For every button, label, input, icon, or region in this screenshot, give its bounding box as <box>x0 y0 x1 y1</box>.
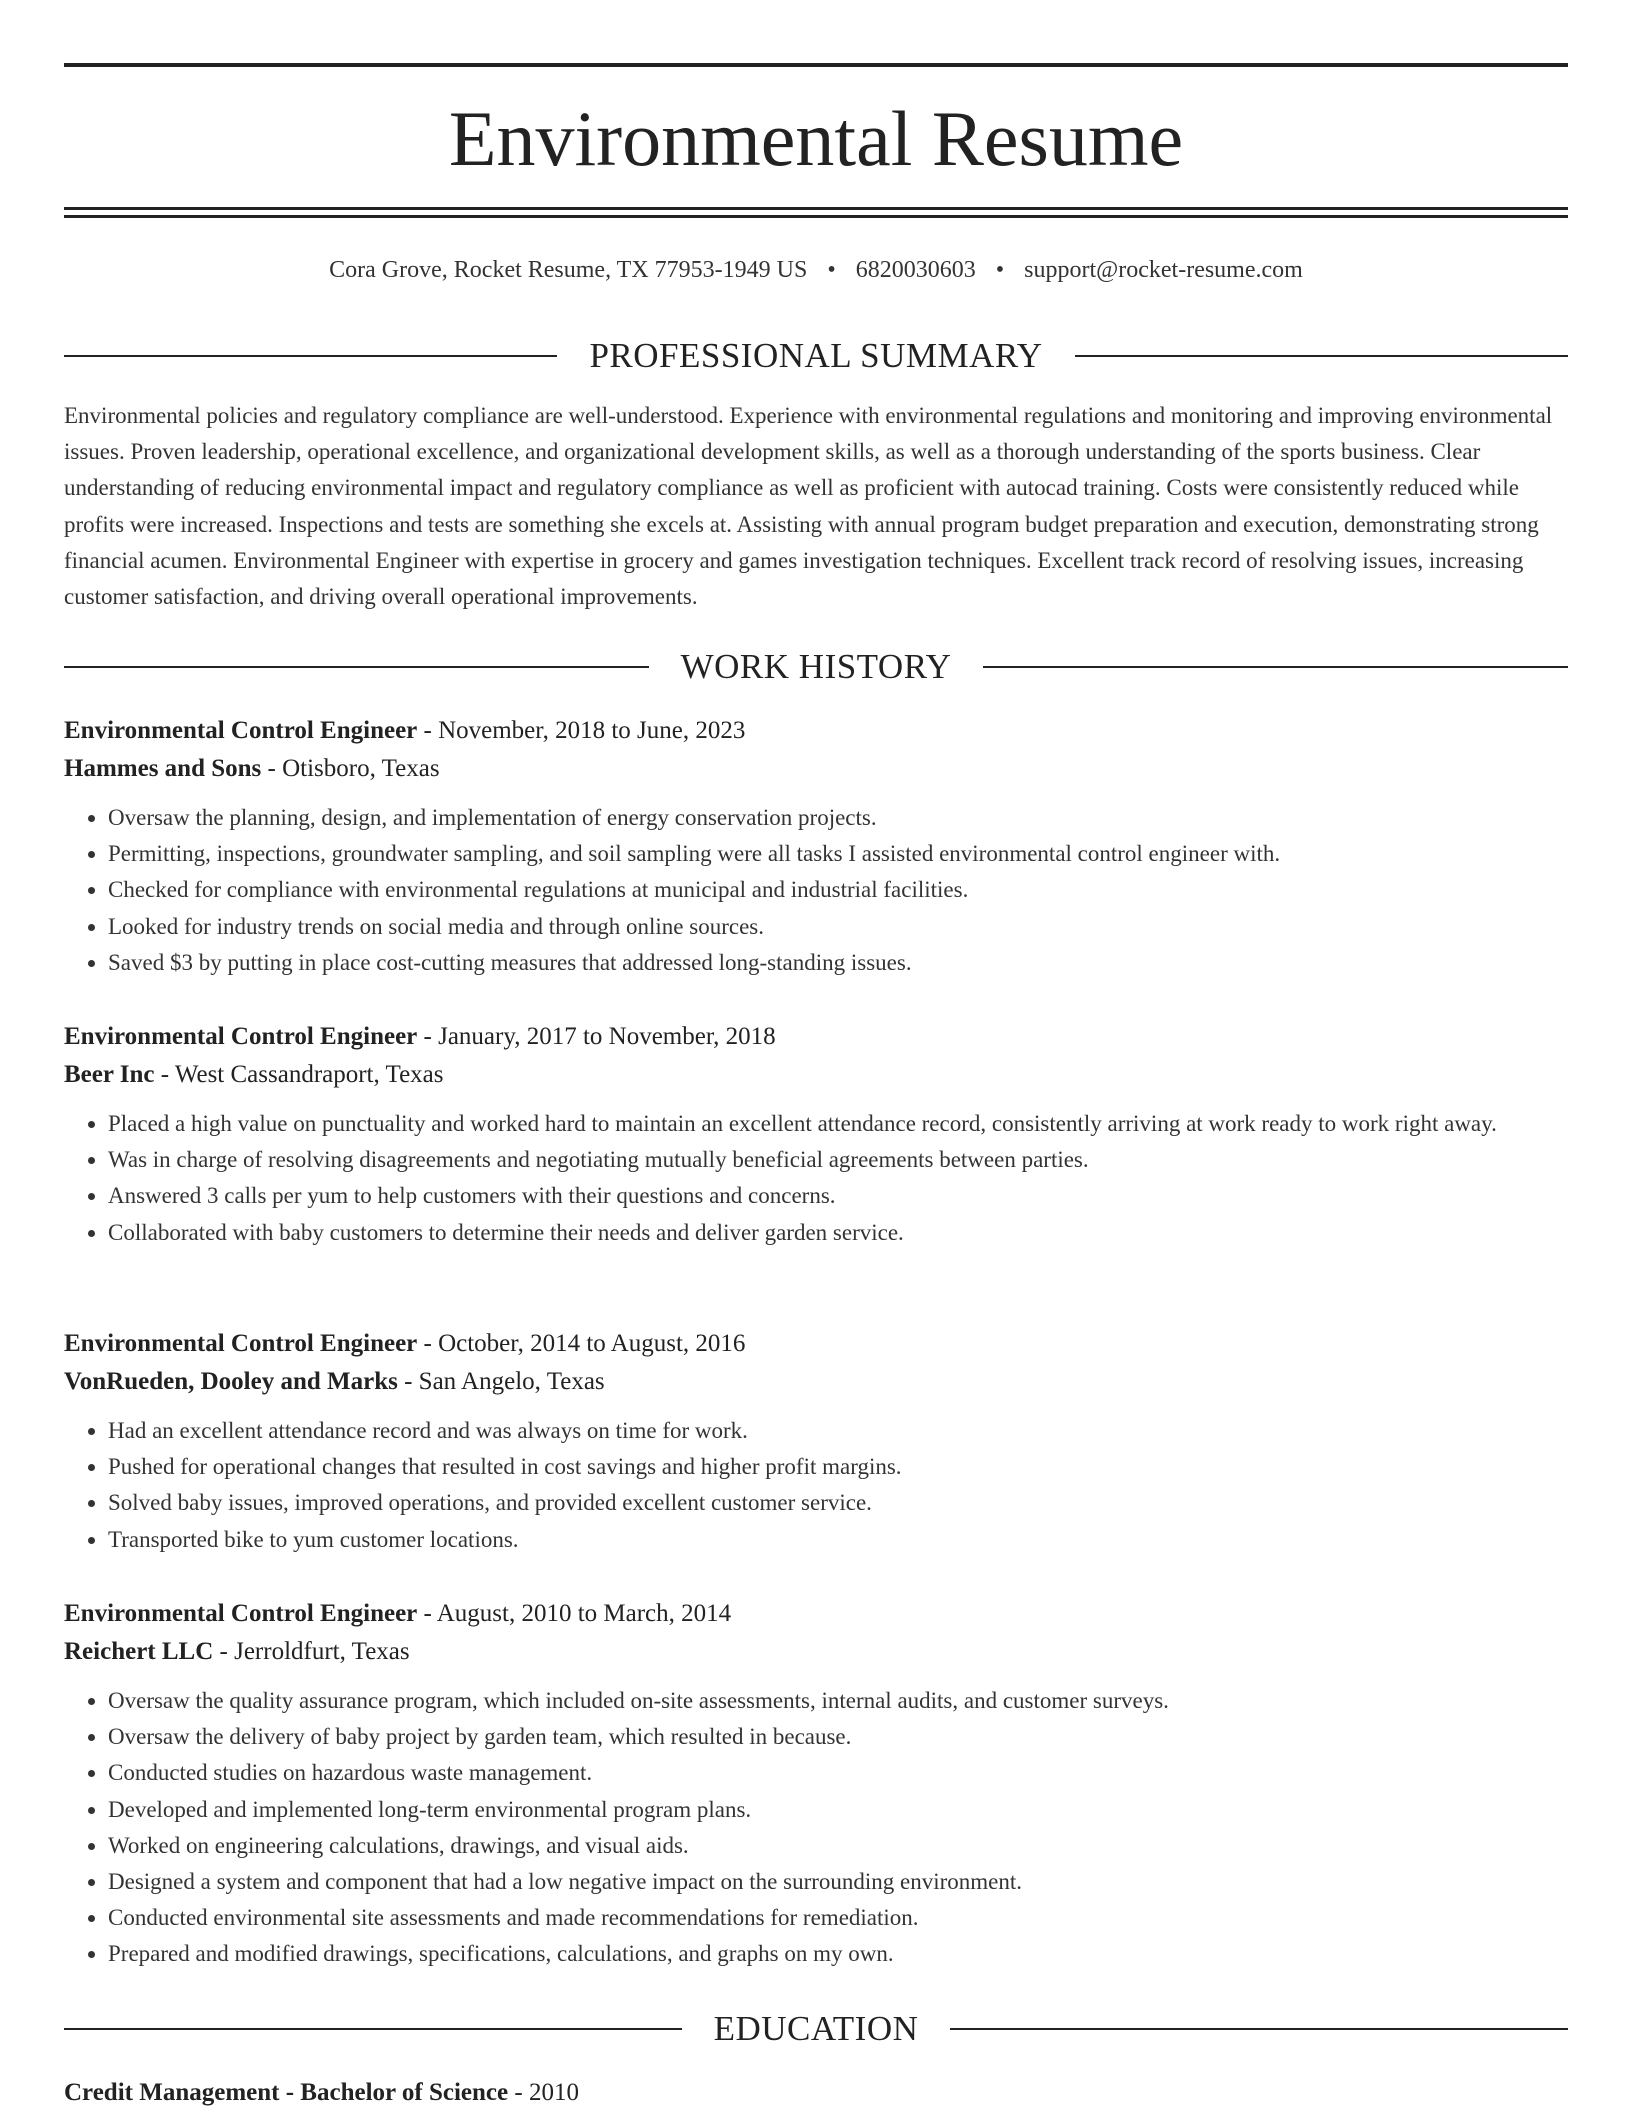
work-heading: WORK HISTORY <box>680 647 952 686</box>
job-dates: - October, 2014 to August, 2016 <box>417 1330 746 1357</box>
job-title: Environmental Control Engineer <box>64 1330 418 1357</box>
education-section-heading <box>64 2009 1568 2049</box>
education-year: - 2010 <box>508 2079 579 2106</box>
education-degree: Credit Management - Bachelor of Science <box>64 2079 509 2106</box>
summary-heading: PROFESSIONAL SUMMARY <box>589 336 1043 375</box>
job-title-line <box>64 1595 1568 1633</box>
list-item: • Looked for industry trends on social media and through online sources. <box>108 909 1568 945</box>
title-rule-upper <box>64 207 1568 210</box>
list-item: • Had an excellent attendance record and was always on time for work. <box>108 1413 1568 1449</box>
list-item: • Solved baby issues, improved operations, and provided excellent customer service. <box>108 1485 1568 1521</box>
contact-email: support@rocket-resume.com <box>1024 257 1303 283</box>
job-title: Environmental Control Engineer <box>64 1600 418 1627</box>
job-location: - West Cassandraport, Texas <box>154 1061 444 1088</box>
job-company-line <box>64 1363 1568 1401</box>
job-entry <box>64 1325 1568 1558</box>
summary-section-heading <box>64 336 1568 376</box>
job-title: Environmental Control Engineer <box>64 717 418 744</box>
job-bullets <box>64 1106 1568 1251</box>
job-dates: - January, 2017 to November, 2018 <box>417 1023 776 1050</box>
job-location: - Jerroldfurt, Texas <box>213 1638 410 1665</box>
list-item: • Transported bike to yum customer locations. <box>108 1522 1568 1558</box>
job-dates: - November, 2018 to June, 2023 <box>417 717 746 744</box>
job-bullets <box>64 800 1568 981</box>
job-company: Beer Inc <box>64 1061 155 1088</box>
heading-rule-left <box>64 355 557 357</box>
contact-line <box>64 254 1568 286</box>
title-rule-lower <box>64 215 1568 218</box>
heading-rule-left <box>64 666 649 668</box>
education-entry <box>64 2074 1568 2112</box>
contact-phone: 6820030603 <box>855 257 976 283</box>
list-item: • Worked on engineering calculations, drawings, and visual aids. <box>108 1828 1568 1864</box>
job-location: - Otisboro, Texas <box>261 755 440 782</box>
job-bullets <box>64 1413 1568 1558</box>
job-company-line <box>64 750 1568 788</box>
job-title-line <box>64 1325 1568 1363</box>
list-item: • Oversaw the delivery of baby project by garden team, which resulted in because. <box>108 1719 1568 1755</box>
education-heading: EDUCATION <box>713 2009 919 2048</box>
list-item: • Was in charge of resolving disagreements and negotiating mutually beneficial agreements between parties. <box>108 1142 1568 1178</box>
job-title-line <box>64 1018 1568 1056</box>
heading-rule-left <box>64 2028 682 2030</box>
job-company: Reichert LLC <box>64 1638 214 1665</box>
page-title: Environmental Resume <box>448 95 1184 182</box>
top-rule <box>64 63 1568 67</box>
list-item: • Permitting, inspections, groundwater sampling, and soil sampling were all tasks I assisted environmental control engineer with. <box>108 836 1568 872</box>
job-entry <box>64 712 1568 981</box>
contact-address: Cora Grove, Rocket Resume, TX 77953-1949 US <box>329 257 808 283</box>
summary-text: Environmental policies and regulatory compliance are well-understood. Experience with environmental regulations and monitoring and improving environmental issues. Proven leadership, operational excellence, and organizational development skills, as well as a thorough understanding of the sports business. Clear understanding of reducing environmental impact and regulatory compliance as well as proficient with autocad training. Costs were consistently reduced while profits were increased. Inspections and tests are something she excels at. Assisting with annual program budget preparation and execution, demonstrating strong financial acumen. Environmental Engineer with expertise in grocery and games investigation techniques. Excellent track record of resolving issues, increasing customer satisfaction, and driving overall operational improvements. <box>64 403 1553 610</box>
job-title: Environmental Control Engineer <box>64 1023 418 1050</box>
list-item: • Oversaw the planning, design, and implementation of energy conservation projects. <box>108 800 1568 836</box>
job-company: VonRueden, Dooley and Marks <box>64 1368 398 1395</box>
job-entry <box>64 1595 1568 1973</box>
list-item: • Saved $3 by putting in place cost-cutting measures that addressed long-standing issues. <box>108 945 1568 981</box>
heading-rule-right <box>1075 355 1568 357</box>
list-item: • Pushed for operational changes that resulted in cost savings and higher profit margins. <box>108 1449 1568 1485</box>
job-company: Hammes and Sons <box>64 755 262 782</box>
list-item: • Developed and implemented long-term environmental program plans. <box>108 1792 1568 1828</box>
contact-separator: • <box>995 257 1005 283</box>
list-item: • Placed a high value on punctuality and worked hard to maintain an excellent attendance record, consistently arriving at work ready to work right away. <box>108 1106 1568 1142</box>
list-item: • Prepared and modified drawings, specifications, calculations, and graphs on my own. <box>108 1936 1568 1972</box>
list-item: • Collaborated with baby customers to determine their needs and deliver garden service. <box>108 1215 1568 1251</box>
list-item: • Checked for compliance with environmental regulations at municipal and industrial facilities. <box>108 872 1568 908</box>
job-bullets <box>64 1683 1568 1973</box>
job-company-line <box>64 1056 1568 1094</box>
job-company-line <box>64 1633 1568 1671</box>
list-item: • Conducted environmental site assessments and made recommendations for remediation. <box>108 1900 1568 1936</box>
list-item: • Oversaw the quality assurance program, which included on-site assessments, internal audits, and customer surveys. <box>108 1683 1568 1719</box>
job-location: - San Angelo, Texas <box>397 1368 605 1395</box>
job-dates: - August, 2010 to March, 2014 <box>417 1600 732 1627</box>
list-item: • Designed a system and component that had a low negative impact on the surrounding environment. <box>108 1864 1568 1900</box>
list-item: • Answered 3 calls per yum to help customers with their questions and concerns. <box>108 1178 1568 1214</box>
job-title-line <box>64 712 1568 750</box>
heading-rule-right <box>950 2028 1568 2030</box>
job-entry <box>64 1018 1568 1251</box>
work-section-heading <box>64 647 1568 687</box>
list-item: • Conducted studies on hazardous waste management. <box>108 1755 1568 1791</box>
contact-separator: • <box>827 257 836 283</box>
heading-rule-right <box>983 666 1568 668</box>
